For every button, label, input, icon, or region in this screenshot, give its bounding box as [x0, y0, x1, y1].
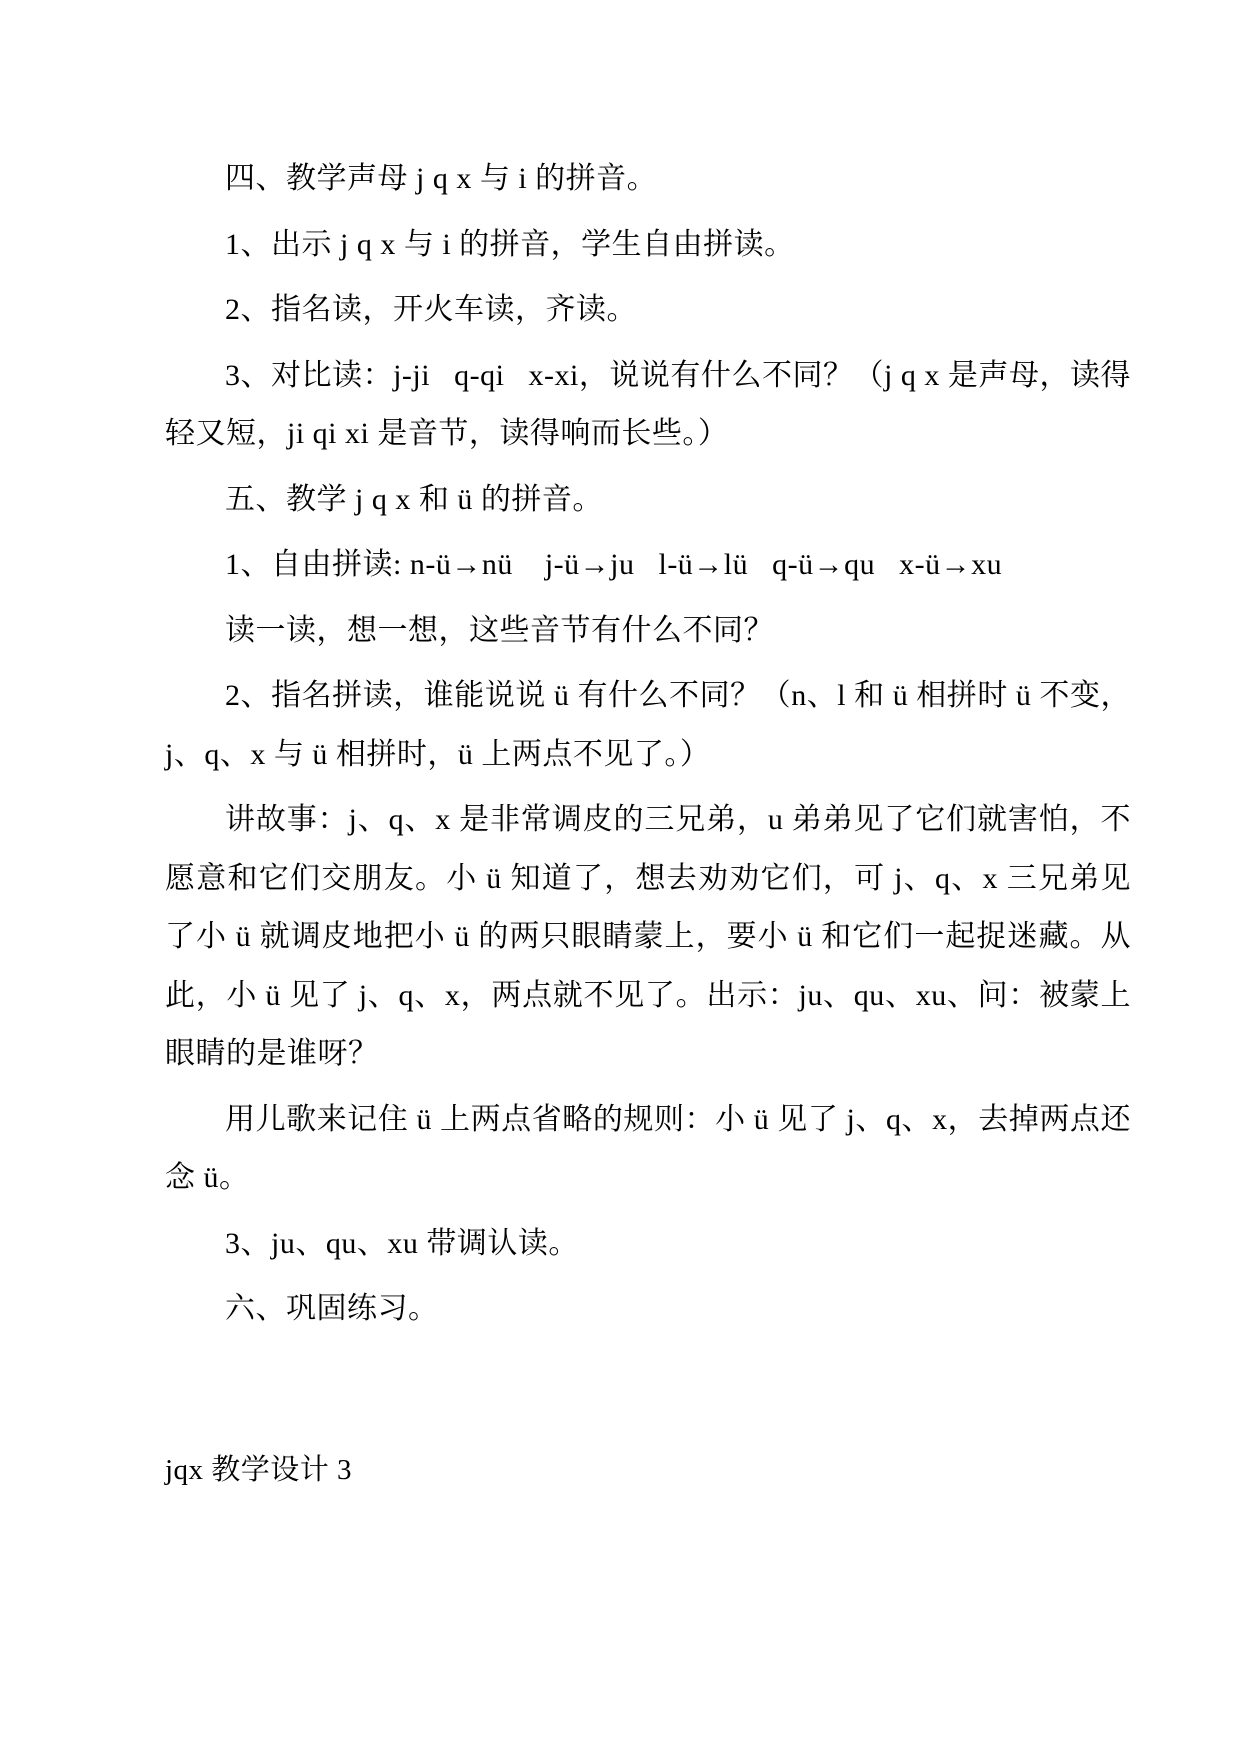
paragraph: 1、出示 j q x 与 i 的拼音，学生自由拼读。 [225, 227, 795, 261]
paragraph: 1、自由拼读: n-ü→nü j-ü→ju l-ü→lü q-ü→qu x-ü→xu [225, 548, 1003, 581]
section-heading: jqx 教学设计 3 [165, 1453, 353, 1486]
document-body [165, 150, 1131, 1496]
paragraph: 读一读，想一想，这些音节有什么不同？ [225, 613, 774, 647]
paragraph: 3、对比读：j-ji q-qi x-xi，说说有什么不同？（j q x 是声母，读得轻又短，ji qi xi 是音节，读得响而长些。） [165, 358, 1131, 450]
paragraph: 讲故事：j、q、x 是非常调皮的三兄弟，u 弟弟见了它们就害怕，不愿意和它们交朋友。小 ü 知道了，想去劝劝它们，可 j、q、x 三兄弟见了小 ü 就调皮地把小 ü 的两只眼睛蒙上，要小 ü 和它们一起捉迷藏。从此，小 ü 见了 j、q、x，两点就不见了。出示：ju、qu、xu、问：被蒙上眼睛的是谁呀？ [165, 803, 1131, 1070]
paragraph: 五、教学 j q x 和 ü 的拼音。 [225, 482, 603, 516]
paragraph-spacer [165, 1346, 1131, 1372]
paragraph: 六、巩固练习。 [225, 1292, 439, 1325]
paragraph: 2、指名读，开火车读，齐读。 [225, 293, 637, 326]
paragraph: 2、指名拼读，谁能说说 ü 有什么不同？（n、l 和 ü 相拼时 ü 不变，j、q、x 与 ü 相拼时，ü 上两点不见了。） [165, 679, 1131, 771]
paragraph: 用儿歌来记住 ü 上两点省略的规则：小 ü 见了 j、q、x，去掉两点还念 ü。 [165, 1102, 1131, 1194]
paragraph: 四、教学声母 j q x 与 i 的拼音。 [225, 162, 658, 195]
paragraph: 3、ju、qu、xu 带调认读。 [225, 1226, 579, 1260]
